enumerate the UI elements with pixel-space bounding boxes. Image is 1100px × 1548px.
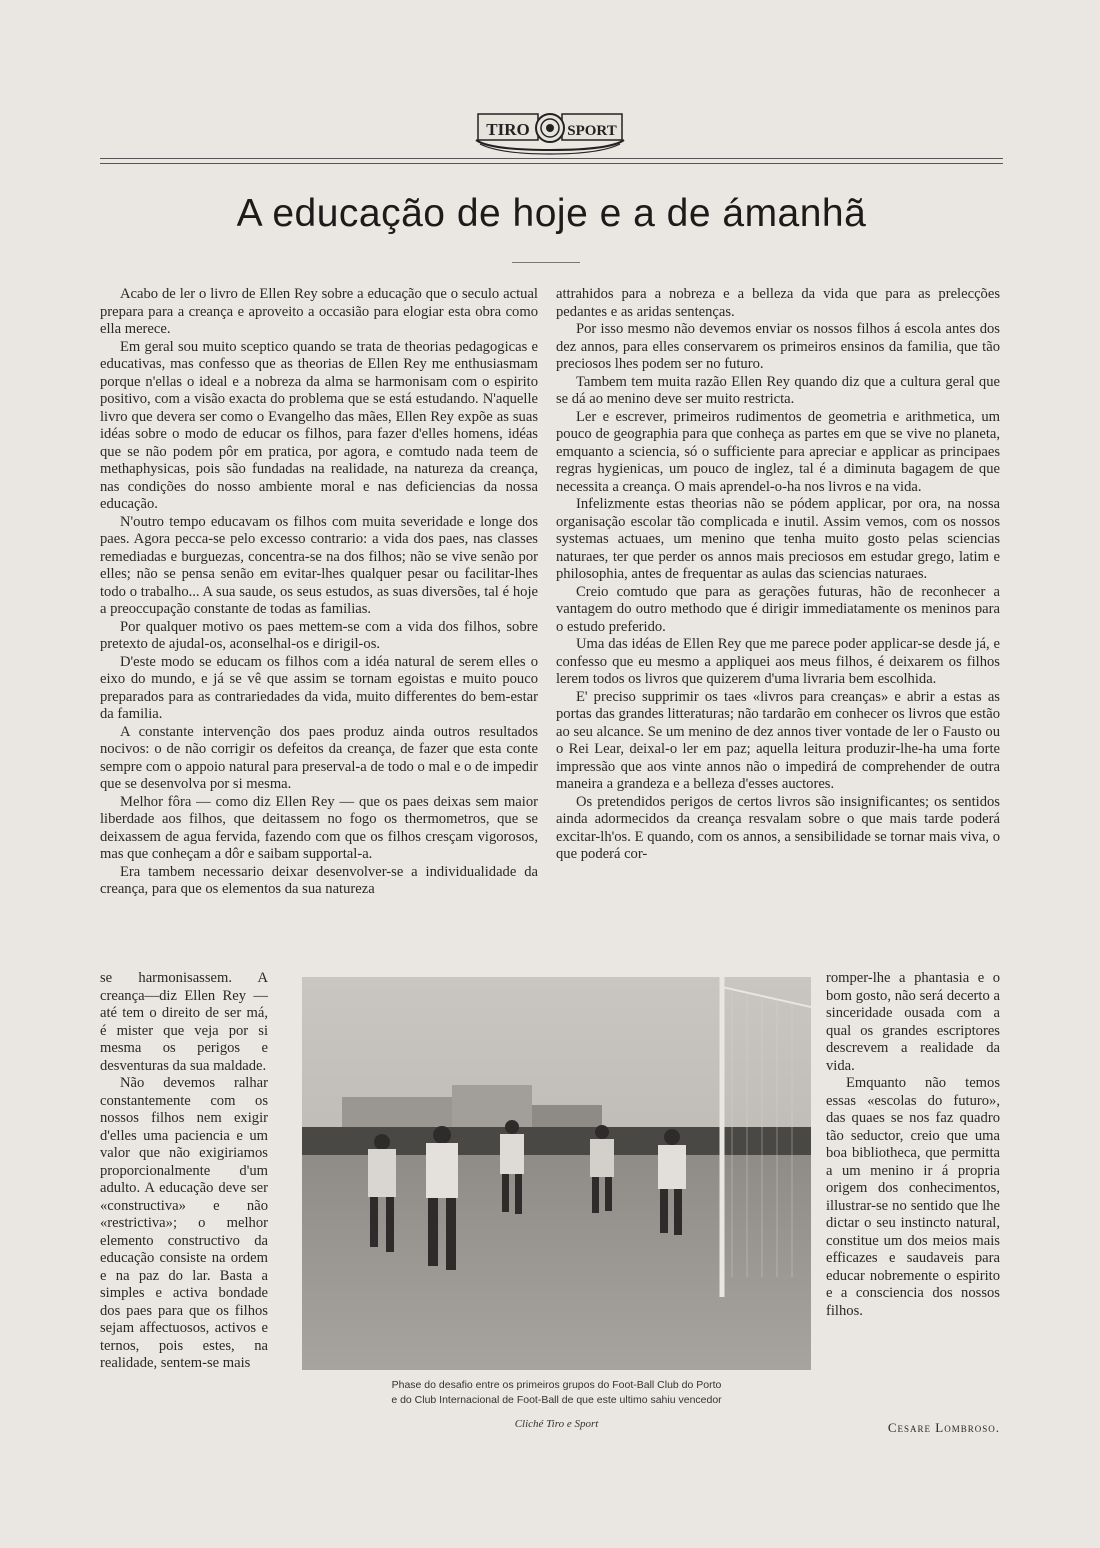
article-column-left-narrow bbox=[100, 970, 268, 1373]
paragraph: Melhor fôra — como diz Ellen Rey — que os paes deixas sem maior liberdade aos filhos, que deitassem no fogo os thermometros, que se deixassem de agua fervida, fazendo com que os filhos cresçam vigorosos, mas que conheçam a dôr e saibam supportal-a. bbox=[100, 793, 538, 862]
photo-credit: Cliché Tiro e Sport bbox=[514, 1418, 599, 1430]
article-title: A educação de hoje e a de ámanhã bbox=[236, 192, 867, 235]
caption-line: Phase do desafio entre os primeiros grupos do Foot-Ball Club do Porto bbox=[391, 1379, 722, 1391]
target-emblem-icon bbox=[470, 100, 630, 156]
article-column-right bbox=[556, 286, 1000, 864]
paragraph: romper-lhe a phantasia e o bom gosto, não será decerto a sinceridade ousada com a qual os grandes escriptores descrevem a realidade da vida. bbox=[826, 970, 1000, 1074]
paragraph: Por isso mesmo não devemos enviar os nossos filhos á escola antes dos dez annos, para elles conservarem os primeiros ensinos da familia, que tão preciosos lhes podem ser no futuro. bbox=[556, 321, 1000, 372]
photo-caption bbox=[302, 1378, 811, 1408]
svg-text:TIRO: TIRO bbox=[486, 120, 530, 139]
paragraph: Acabo de ler o livro de Ellen Rey sobre a educação que o seculo actual prepara para a creança e aproveito a occasião para elogiar esta obra como ella merece. bbox=[100, 286, 538, 337]
paragraph: Em geral sou muito sceptico quando se trata de theorias pedagogicas e educativas, mas confesso que as theorias de Ellen Rey me enthusiasmam porque n'ellas o ideal e a nobreza da alma se harmonisam com o espirito positivo, com a visão exacta do problema que se está estudando. N'aquelle livro que devera ser como o Evangelho das mães, Ellen Rey expõe as suas idéas sobre o modo de educar os filhos, para fazer d'elles homens, idéas que se não podem pôr em pratica, por agora, e comtudo nada teem de methaphysicas, pois são fundadas na realidade, na natureza da creança, nas condições do nosso ambiente moral e nas deficiencias da nossa educação. bbox=[100, 338, 538, 512]
paragraph: Os pretendidos perigos de certos livros são insignificantes; os sentidos ainda adormecidos da creança resvalam sobre o que mais tarde poderá excitar-lh'os. E quando, com os annos, a sensibilidade se tornar mais viva, o que poderá cor- bbox=[556, 793, 1000, 862]
masthead-logo bbox=[470, 100, 630, 156]
paragraph: Infelizmente estas theorias não se pódem applicar, por ora, na nossa organisação escolar tão complicada e inutil. Assim vemos, com os nossos systemas actuaes, um menino que tenha muito gosto pelas sciencias naturaes, ter que perder os annos mais preciosos em estudar grego, latim e philosophia, antes de frequentar as aulas das sciencias naturaes. bbox=[556, 496, 1000, 582]
paragraph: Ler e escrever, primeiros rudimentos de geometria e arithmetica, um pouco de geographia para que conheça as partes em que se vive no planeta, emquanto a sciencia, só o sufficiente para apreciar e applicar as principaes regras hygienicas, um pouco de inglez, tal é a diminuta bagagem de que necessita a creança. O mais aprendel-o-ha nos livros e na vida. bbox=[556, 408, 1000, 495]
paragraph: D'este modo se educam os filhos com a idéa natural de serem elles o eixo do mundo, e já se vê que assim se tornam egoistas e muito pouco preparados para as contrariedades da vida, muito differentes do bem-estar da familia. bbox=[100, 653, 538, 722]
paragraph: Era tambem necessario deixar desenvolver-se a individualidade da creança, para que os elementos da sua natureza bbox=[100, 863, 538, 897]
football-match-photo bbox=[302, 977, 811, 1370]
header-rule-secondary bbox=[100, 163, 1003, 164]
paragraph: Tambem tem muita razão Ellen Rey quando diz que a cultura geral que se dá ao menino deve ser muito restricta. bbox=[556, 373, 1000, 407]
paragraph: A constante intervenção dos paes produz ainda outros resultados nocivos: o de não corrigir os defeitos da creança, de fazer que esta conte sempre com o appoio natural para preserval-a de todo o mal e o de impedir que se desenvolva por si mesma. bbox=[100, 723, 538, 792]
svg-text:SPORT: SPORT bbox=[567, 123, 617, 139]
article-column-left bbox=[100, 286, 538, 899]
author-signature: Cesare Lombroso. bbox=[887, 1420, 1000, 1435]
header-rule bbox=[100, 158, 1003, 159]
caption-line: e do Club Internacional de Foot-Ball de que este ultimo sahiu vencedor bbox=[391, 1394, 722, 1406]
paragraph: Uma das idéas de Ellen Rey que me parece poder applicar-se desde já, e confesso que eu mesmo a appliquei aos meus filhos, é deixarem os filhos lerem todos os livros que quizerem d'uma livraria bem escolhida. bbox=[556, 636, 1000, 687]
title-divider bbox=[512, 262, 580, 263]
paragraph: E' preciso supprimir os taes «livros para creanças» e abrir a estas as portas das grandes litteraturas; não tardarão em conhecer os livros que estão ao seu alcance. Se um menino de dez annos tiver vontade de ler o Fausto ou o Rei Lear, deixal-o ler em paz; aquella leitura produzir-lhe-ha uma forte impressão que aos vinte annos não o impedirá de comprehender de outra maneira a grandeza e a belleza d'esses auctores. bbox=[556, 688, 1000, 792]
paragraph: Por qualquer motivo os paes mettem-se com a vida dos filhos, sobre pretexto de ajudal-os, aconselhal-os e dirigil-os. bbox=[100, 618, 538, 652]
paragraph: Emquanto não temos essas «escolas do futuro», das quaes se nos faz quadro tão seductor, creio que uma boa bibliotheca, que permitta a um menino ir á propria origem dos conhecimentos, illustrar-se no sentido que lhe dictar o seu instincto natural, constitue um dos meios mais efficazes e saudaveis para educar nobremente o espirito e a consciencia dos nossos filhos. bbox=[826, 1075, 1000, 1319]
paragraph: se harmonisassem. A creança—diz Ellen Rey — até tem o direito de ser má, é mister que veja por si mesma os perigos e desventuras da sua maldade. bbox=[100, 970, 268, 1074]
paragraph: Creio comtudo que para as gerações futuras, hão de reconhecer a vantagem do outro methodo que é dirigir immediatamente os meninos para o estudo preferido. bbox=[556, 583, 1000, 635]
paragraph: N'outro tempo educavam os filhos com muita severidade e longe dos paes. Agora pecca-se pelo excesso contrario: a vida dos paes, nas classes remediadas e burguezas, concentra-se na dos filhos; não se vive senão por elles; não se pensa senão em evitar-lhes qualquer pesar ou facilitar-lhes todo o trabalho... A sua saude, os seus estudos, as suas diversões, tal é hoje a preoccupação constante de todas as familias. bbox=[100, 513, 538, 617]
paragraph: attrahidos para a nobreza e a belleza da vida que para as prelecções pedantes e as aridas sentenças. bbox=[556, 286, 1000, 320]
article-column-right-narrow bbox=[826, 970, 1000, 1320]
paragraph: Não devemos ralhar constantemente com os nossos filhos nem exigir d'elles uma paciencia e um valor que não exigiriamos proporcionalmente d'um adulto. A educação deve ser «constructiva» e não «restrictiva»; o melhor elemento constructivo da educação consiste na ordem e na paz do lar. Basta a simples e activa bondade dos paes para que os filhos sejam affectuosos, activos e ternos, pois estes, na realidade, sentem-se mais bbox=[100, 1075, 268, 1371]
